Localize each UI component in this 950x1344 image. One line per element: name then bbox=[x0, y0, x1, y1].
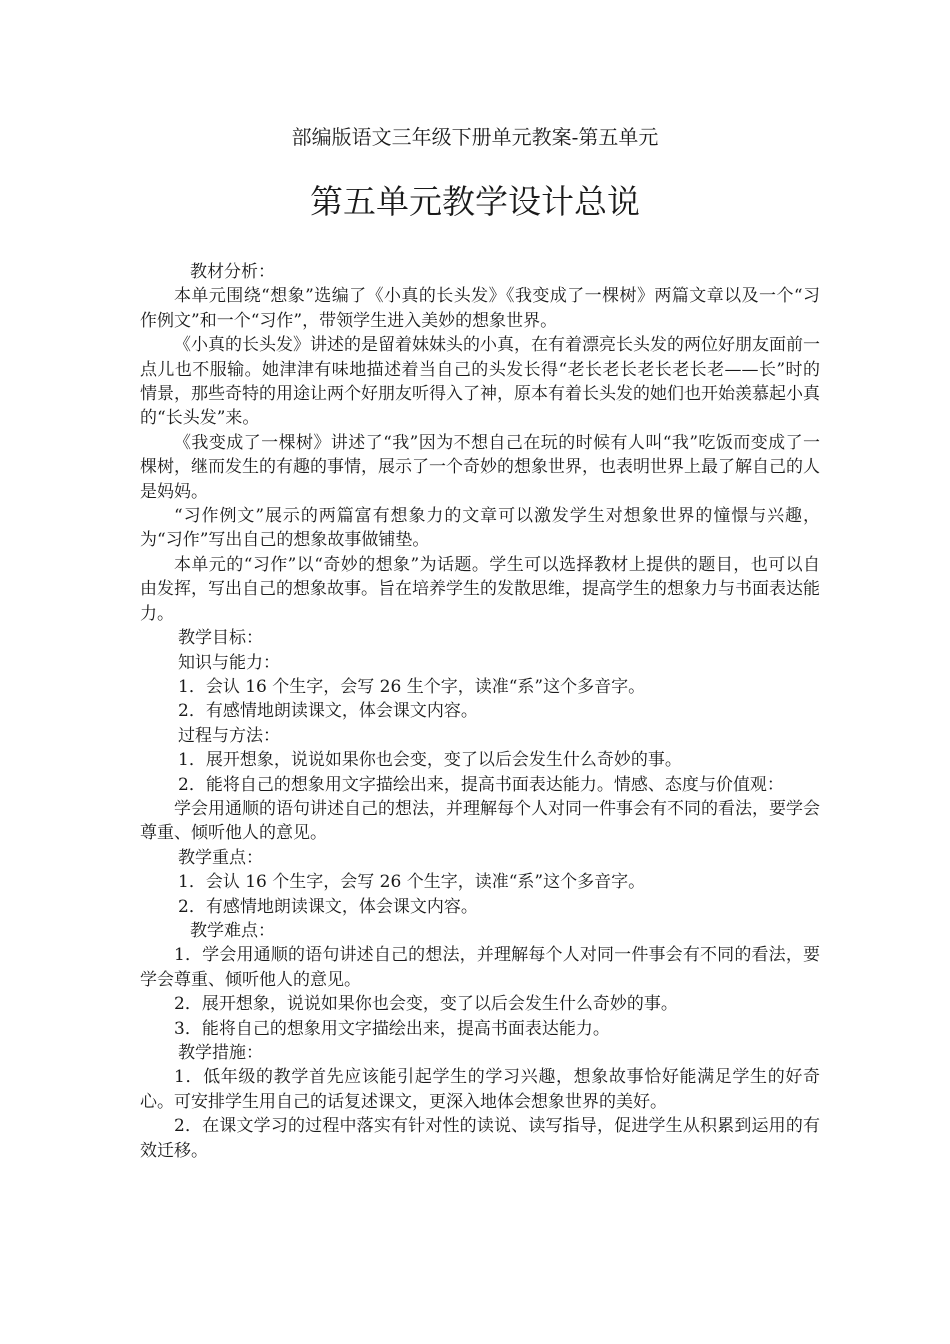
process-heading: 过程与方法： bbox=[178, 725, 280, 746]
paragraph: 《小真的长头发》讲述的是留着妹妹头的小真，在有着漂亮长头发的两位好朋友面前一点儿也不服输。她津津有味地描述着当自己的头发长得“老长老长老长老长老——长”时的情景，那些奇特的用途让两个好朋友听得入了神，原本有着长头发的她们也开始羡慕起小真的“长头发”来。 bbox=[140, 335, 820, 429]
list-item: 1．低年级的教学首先应该能引起学生的学习兴趣，想象故事恰好能满足学生的好奇心。可安排学生用自己的话复述课文，更深入地体会想象世界的美好。 bbox=[140, 1067, 820, 1112]
paragraph: 《我变成了一棵树》讲述了“我”因为不想自己在玩的时候有人叫“我”吃饭而变成了一棵树，继而发生的有趣的事情，展示了一个奇妙的想象世界，也表明世界上最了解自己的人是妈妈。 bbox=[140, 432, 820, 502]
list-item: 2．有感情地朗读课文，体会课文内容。 bbox=[178, 896, 478, 917]
knowledge-heading: 知识与能力： bbox=[178, 652, 280, 673]
paragraph: 本单元围绕“想象”选编了《小真的长头发》《我变成了一棵树》两篇文章以及一个“习作例文”和一个“习作”，带领学生进入美妙的想象世界。 bbox=[140, 286, 820, 331]
goals-heading: 教学目标： bbox=[178, 628, 263, 649]
measures-heading: 教学措施： bbox=[178, 1043, 263, 1063]
document-body bbox=[140, 260, 820, 1163]
list-item: 1．会认 16 个生字，会写 26 个生字，读准“系”这个多音字。 bbox=[178, 872, 646, 893]
document-title: 第五单元教学设计总说 bbox=[310, 182, 640, 221]
list-item: 2．在课文学习的过程中落实有针对性的读说、读写指导，促进学生从积累到运用的有效迁移。 bbox=[140, 1116, 820, 1161]
paragraph: 学会用通顺的语句讲述自己的想法，并理解每个人对同一件事会有不同的看法，要学会尊重、倾听他人的意见。 bbox=[140, 798, 820, 844]
key-heading: 教学重点： bbox=[178, 847, 263, 868]
analysis-heading: 教材分析： bbox=[190, 262, 275, 282]
list-item: 2．能将自己的想象用文字描绘出来，提高书面表达能力。情感、态度与价值观： bbox=[178, 774, 784, 795]
list-item: 3．能将自己的想象用文字描绘出来，提高书面表达能力。 bbox=[174, 1018, 610, 1039]
list-item: 2．展开想象，说说如果你也会变，变了以后会发生什么奇妙的事。 bbox=[174, 994, 678, 1015]
list-item: 1．展开想象，说说如果你也会变，变了以后会发生什么奇妙的事。 bbox=[178, 750, 682, 771]
list-item: 1．会认 16 个生字，会写 26 生个字，读准“系”这个多音字。 bbox=[178, 676, 646, 697]
paragraph: 本单元的“习作”以“奇妙的想象”为话题。学生可以选择教材上提供的题目，也可以自由发挥，写出自己的想象故事。旨在培养学生的发散思维，提高学生的想象力与书面表达能力。 bbox=[140, 554, 820, 624]
difficulty-heading: 教学难点： bbox=[190, 920, 275, 941]
list-item: 2．有感情地朗读课文，体会课文内容。 bbox=[178, 701, 478, 722]
paragraph: “习作例文”展示的两篇富有想象力的文章可以激发学生对想象世界的憧憬与兴趣，为“习作”写出自己的想象故事做铺垫。 bbox=[140, 506, 820, 551]
document-header: 部编版语文三年级下册单元教案-第五单元 bbox=[291, 125, 659, 149]
list-item: 1．学会用通顺的语句讲述自己的想法，并理解每个人对同一件事会有不同的看法，要学会尊重、倾听他人的意见。 bbox=[140, 945, 820, 990]
